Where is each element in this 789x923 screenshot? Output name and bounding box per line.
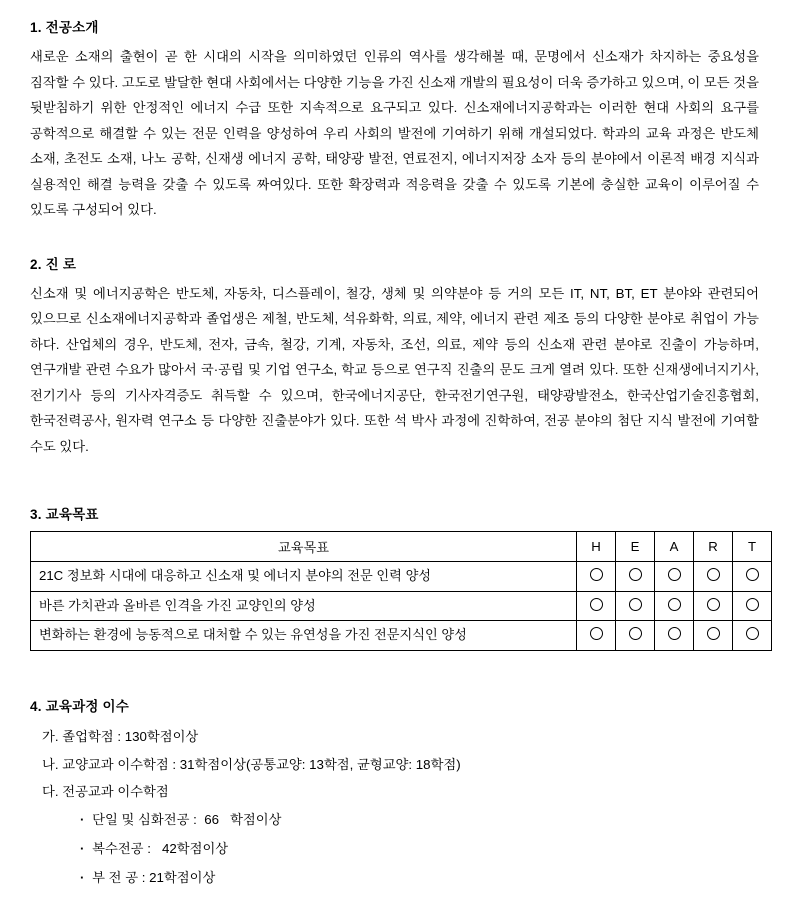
mark-r — [694, 621, 733, 650]
column-header-h: H — [577, 532, 616, 562]
section-3-heading — [30, 503, 759, 523]
item-label: 다. — [42, 784, 59, 800]
mark-e — [616, 562, 655, 591]
education-goals-table — [30, 531, 772, 650]
section-1-heading — [30, 16, 759, 36]
list-item — [42, 723, 759, 751]
spacer — [30, 227, 759, 253]
circle-icon — [590, 568, 603, 581]
table-body — [31, 562, 772, 650]
column-header-a: A — [655, 532, 694, 562]
mark-t — [733, 591, 772, 620]
section-2-title: 진 로 — [45, 256, 77, 272]
curriculum-sublist — [42, 806, 759, 892]
mark-h — [577, 621, 616, 650]
sub-list-item — [80, 806, 759, 835]
circle-icon — [746, 568, 759, 581]
item-label: 가. — [42, 728, 59, 744]
section-3-number: 3. — [30, 507, 42, 523]
circle-icon — [746, 598, 759, 611]
circle-icon — [590, 598, 603, 611]
section-2-heading — [30, 253, 759, 273]
section-2-number: 2. — [30, 256, 42, 272]
section-1-number: 1. — [30, 20, 42, 35]
section-1-title: 전공소개 — [45, 20, 99, 35]
section-4-heading — [30, 695, 759, 715]
mark-r — [694, 562, 733, 591]
column-header-e: E — [616, 532, 655, 562]
goal-text: 21C 정보화 시대에 대응하고 신소재 및 에너지 분야의 전문 인력 양성 — [31, 562, 577, 591]
circle-icon — [707, 627, 720, 640]
item-label: 나. — [42, 756, 59, 772]
item-text: 졸업학점 : 130학점이상 — [62, 728, 199, 744]
circle-icon — [668, 598, 681, 611]
list-item — [42, 751, 759, 779]
mark-t — [733, 621, 772, 650]
mark-h — [577, 591, 616, 620]
circle-icon — [668, 627, 681, 640]
section-4-number: 4. — [30, 698, 42, 714]
section-3-title: 교육목표 — [45, 507, 99, 523]
section-education-goals — [30, 503, 759, 650]
table-row — [31, 591, 772, 620]
circle-icon — [707, 598, 720, 611]
item-text: 교양교과 이수학점 : 31학점이상(공통교양: 13학점, 균형교양: 18학점) — [62, 756, 461, 772]
column-header-goal: 교육목표 — [31, 532, 577, 562]
mark-h — [577, 562, 616, 591]
mark-a — [655, 562, 694, 591]
column-header-t: T — [733, 532, 772, 562]
sub-item-text: 부 전 공 : 21학점이상 — [92, 869, 216, 885]
sub-item-text: 복수전공 : 42학점이상 — [92, 840, 229, 856]
mark-r — [694, 591, 733, 620]
section-1-body: 새로운 소재의 출현이 곧 한 시대의 시작을 의미하였던 인류의 역사를 생각해볼 때, 문명에서 신소재가 차지하는 중요성을 짐작할 수 있다. 고도로 발달한 현대 사회에서는 다양한 기능을 가진 신소재 개발의 필요성이 더욱 증가하고 있으며, 이 모든 것을 뒷받침하기 위한 안정적인 에너지 수급 또한 지속적으로 요구되고 있다. 신소재에너지공학과는 이러한 현대 사회의 요구를 공학적으로 해결할 수 있는 전문 인력을 양성하여 우리 사회의 발전에 기여하기 위해 개설되었다. 학과의 교육 과정은 반도체 소재, 초전도 소재, 나노 공학, 신재생 에너지 공학, 태양광 발전, 연료전지, 에너지저장 소자 등의 분야에서 이론적 배경 지식과 실용적인 해결 능력을 갖출 수 있도록 짜여있다. 또한 확장력과 적응력을 갖출 수 있도록 기본에 충실한 교육이 이루어질 수 있도록 구성되어 있다. — [30, 49, 759, 218]
section-major-introduction — [30, 16, 759, 223]
circle-icon — [629, 627, 642, 640]
sub-list-item — [80, 835, 759, 864]
circle-icon — [590, 627, 603, 640]
table-header-row — [31, 532, 772, 562]
spacer — [30, 463, 759, 503]
mark-e — [616, 591, 655, 620]
section-curriculum-completion — [30, 695, 759, 893]
circle-icon — [668, 568, 681, 581]
mark-a — [655, 591, 694, 620]
goal-text: 바른 가치관과 올바른 인격을 가진 교양인의 양성 — [31, 591, 577, 620]
table-header — [31, 532, 772, 562]
sub-item-text: 단일 및 심화전공 : 66 학점이상 — [92, 812, 282, 828]
circle-icon — [746, 627, 759, 640]
mark-e — [616, 621, 655, 650]
table-row — [31, 621, 772, 650]
goal-text: 변화하는 환경에 능동적으로 대처할 수 있는 유연성을 가진 전문지식인 양성 — [31, 621, 577, 650]
circle-icon — [629, 568, 642, 581]
section-career-path — [30, 253, 759, 460]
circle-icon — [707, 568, 720, 581]
list-item — [42, 778, 759, 892]
section-2-body: 신소재 및 에너지공학은 반도체, 자동차, 디스플레이, 철강, 생체 및 의약분야 등 거의 모든 IT, NT, BT, ET 분야와 관련되어 있으므로 신소재에너지공학과 졸업생은 제철, 반도체, 석유화학, 의료, 제약, 에너지 관련 제조 등의 다양한 분야로 취업이 가능 하다. 산업체의 경우, 반도체, 전자, 금속, 철강, 기계, 자동차, 조선, 의료, 제약 등의 신소재 관련 분야로 진출이 가능하며, 연구개발 관련 수요가 많아서 국·공립 및 기업 연구소, 학교 등으로 연구직 진출의 문도 크게 열려 있다. 또한 신재생에너지기사, 전기기사 등의 기사자격증도 취득할 수 있으며, 한국에너지공단, 한국전기연구원, 태양광발전소, 한국산업기술진흥협회, 한국전력공사, 원자력 연구소 등 다양한 진출분야가 있다. 또한 석 박사 과정에 진학하여, 전공 분야의 첨단 지식 발전에 기여할 수도 있다. — [30, 285, 759, 454]
circle-icon — [629, 598, 642, 611]
mark-t — [733, 562, 772, 591]
section-4-title: 교육과정 이수 — [45, 698, 130, 714]
mark-a — [655, 621, 694, 650]
item-text: 전공교과 이수학점 — [62, 784, 169, 800]
spacer — [30, 655, 759, 695]
table-row — [31, 562, 772, 591]
sub-list-item — [80, 864, 759, 893]
curriculum-list — [30, 723, 759, 893]
column-header-r: R — [694, 532, 733, 562]
